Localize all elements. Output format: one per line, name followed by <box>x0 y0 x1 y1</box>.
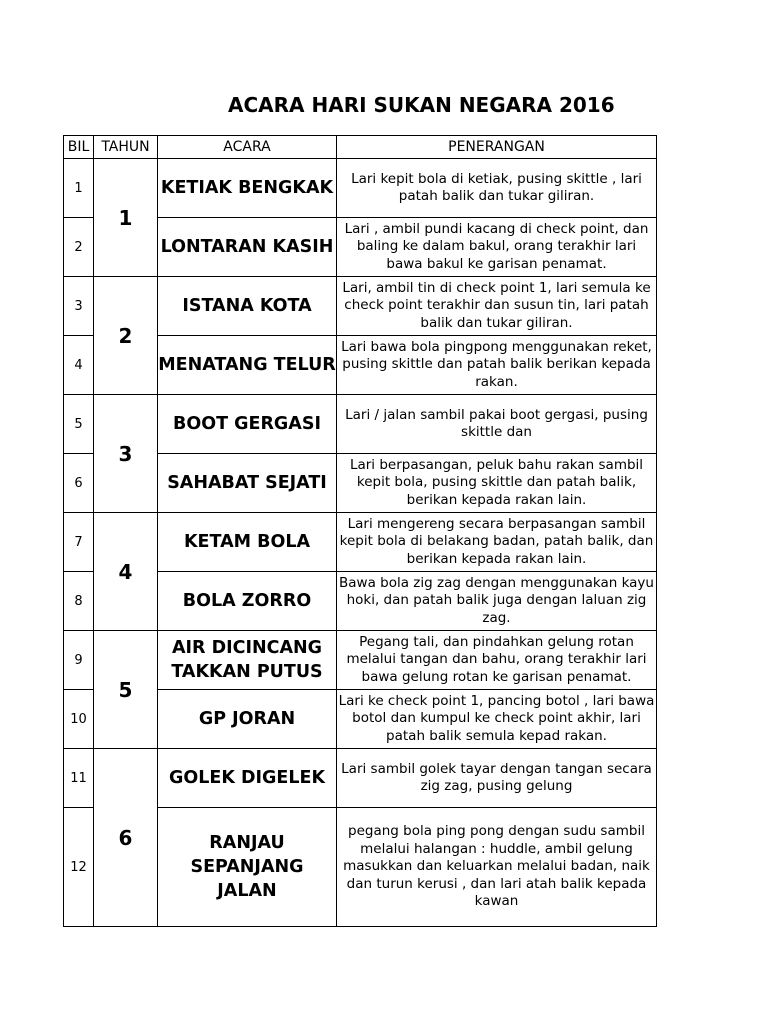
document-title: ACARA HARI SUKAN NEGARA 2016 <box>228 93 615 117</box>
event-description <box>337 277 657 336</box>
event-name: AIR DICINCANG TAKKAN PUTUS <box>158 631 337 690</box>
row-number: 4 <box>64 336 94 395</box>
table-row <box>64 513 657 572</box>
event-description <box>337 749 657 808</box>
row-number: 8 <box>64 572 94 631</box>
year-cell: 6 <box>94 749 158 927</box>
table-header-row <box>64 136 657 159</box>
event-description-text: Lari mengereng secara berpasangan sambil kepit bola di belakang badan, patah balik, dan berikan kepada rakan lain. <box>339 515 654 567</box>
year-cell: 5 <box>94 631 158 749</box>
event-description-text: Lari ke check point 1, pancing botol , lari bawa botol dan kumpul ke check point akhir, lari patah balik semula kepad rakan. <box>338 692 655 744</box>
event-name: BOOT GERGASI <box>158 395 337 454</box>
table-row <box>64 395 657 454</box>
event-description-text: Lari / jalan sambil pakai boot gergasi, pusing skittle dan <box>345 406 648 440</box>
event-name: MENATANG TELUR <box>158 336 337 395</box>
row-number: 10 <box>64 690 94 749</box>
event-name: KETAM BOLA <box>158 513 337 572</box>
table-row <box>64 159 657 218</box>
event-description <box>337 218 657 277</box>
event-description <box>337 631 657 690</box>
event-name: LONTARAN KASIH <box>158 218 337 277</box>
event-description <box>337 808 657 927</box>
event-description <box>337 572 657 631</box>
row-number: 9 <box>64 631 94 690</box>
event-description-text: Lari berpasangan, peluk bahu rakan sambil kepit bola, pusing skittle dan patah balik, berikan kepada rakan lain. <box>349 456 644 508</box>
event-description <box>337 395 657 454</box>
row-number: 11 <box>64 749 94 808</box>
row-number: 1 <box>64 159 94 218</box>
event-name: SAHABAT SEJATI <box>158 454 337 513</box>
event-name: ISTANA KOTA <box>158 277 337 336</box>
event-description-text: Bawa bola zig zag dengan menggunakan kayu hoki, dan patah balik juga dengan laluan zig zag. <box>339 574 654 626</box>
event-name: KETIAK BENGKAK <box>158 159 337 218</box>
event-description <box>337 690 657 749</box>
event-description-text: Lari kepit bola di ketiak, pusing skittle , lari patah balik dan tukar giliran. <box>351 170 642 204</box>
event-name: BOLA ZORRO <box>158 572 337 631</box>
year-cell: 4 <box>94 513 158 631</box>
header-bil: BIL <box>64 136 94 159</box>
row-number: 2 <box>64 218 94 277</box>
year-cell: 2 <box>94 277 158 395</box>
event-description <box>337 454 657 513</box>
row-number: 7 <box>64 513 94 572</box>
event-description <box>337 513 657 572</box>
table-row <box>64 749 657 808</box>
year-cell: 3 <box>94 395 158 513</box>
events-table <box>63 135 657 927</box>
table-row <box>64 277 657 336</box>
event-description-text: Lari, ambil tin di check point 1, lari semula ke check point terakhir dan susun tin, lari patah balik dan tukar giliran. <box>342 279 651 331</box>
table-row <box>64 631 657 690</box>
event-description-text: pegang bola ping pong dengan sudu sambil melalui halangan : huddle, ambil gelung masukkan dan keluarkan melalui badan, naik dan turun kerusi , dan lari atah balik kepada kawan <box>343 823 650 910</box>
event-description <box>337 336 657 395</box>
row-number: 6 <box>64 454 94 513</box>
header-acara: ACARA <box>158 136 337 159</box>
event-description-text: Lari bawa bola pingpong menggunakan reket, pusing skittle dan patah balik berikan kepada rakan. <box>341 338 652 390</box>
header-penerangan: PENERANGAN <box>337 136 657 159</box>
row-number: 5 <box>64 395 94 454</box>
event-description-text: Lari sambil golek tayar dengan tangan secara zig zag, pusing gelung <box>341 760 652 794</box>
year-cell: 1 <box>94 159 158 277</box>
event-description <box>337 159 657 218</box>
row-number: 12 <box>64 808 94 927</box>
header-tahun: TAHUN <box>94 136 158 159</box>
event-name: GP JORAN <box>158 690 337 749</box>
event-name: GOLEK DIGELEK <box>158 749 337 808</box>
event-description-text: Lari , ambil pundi kacang di check point, dan baling ke dalam bakul, orang terakhir lari bawa bakul ke garisan penamat. <box>344 220 649 272</box>
row-number: 3 <box>64 277 94 336</box>
event-description-text: Pegang tali, dan pindahkan gelung rotan melalui tangan dan bahu, orang terakhir lari bawa gelung rotan ke garisan penamat. <box>346 633 647 685</box>
event-name: RANJAU SEPANJANG JALAN <box>158 808 337 927</box>
